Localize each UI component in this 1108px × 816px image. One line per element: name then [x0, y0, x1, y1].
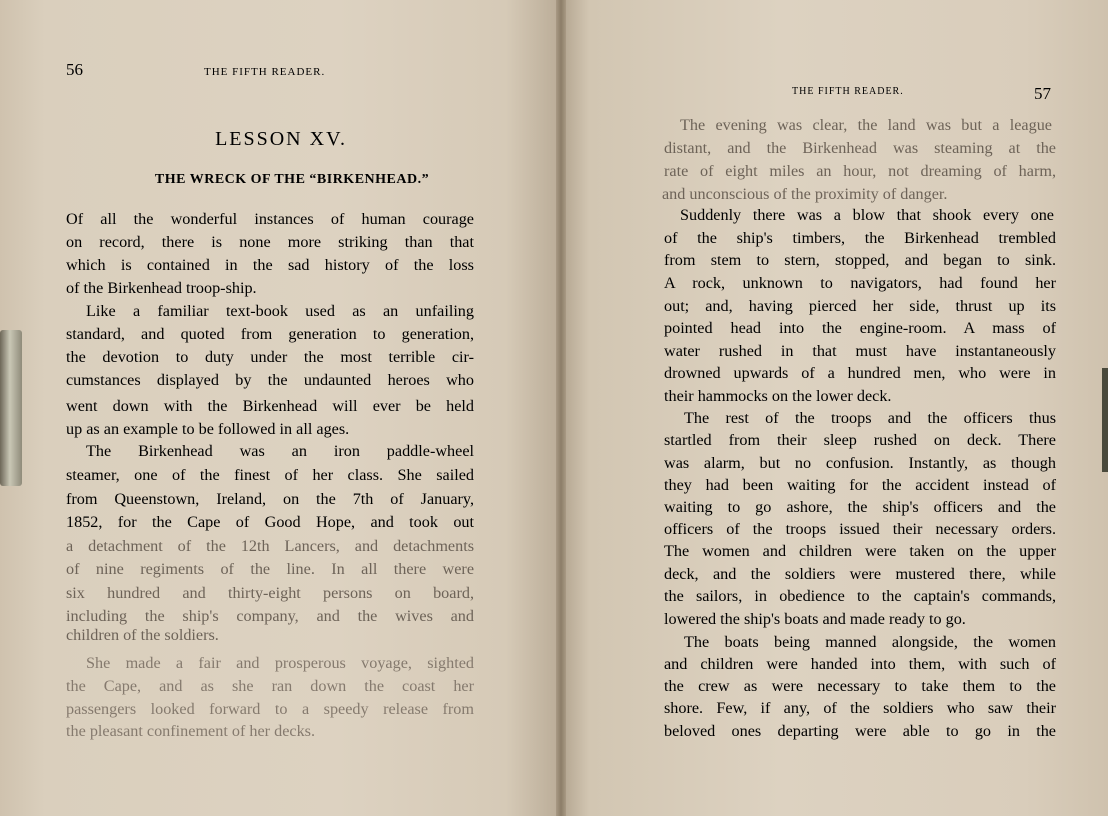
- text-line: standard, and quoted from generation to generation,: [66, 325, 474, 343]
- text-line: A rock, unknown to navigators, had found her: [664, 274, 1056, 292]
- text-line: of the Birkenhead troop-ship.: [66, 279, 257, 297]
- running-head-right: THE FIFTH READER.: [792, 86, 904, 97]
- text-line: their hammocks on the lower deck.: [664, 387, 892, 405]
- page-number-right: 57: [1034, 84, 1051, 103]
- text-line: The evening was clear, the land was but a league: [680, 116, 1052, 134]
- text-line: which is contained in the sad history of the loss: [66, 256, 474, 274]
- running-head-left: THE FIFTH READER.: [204, 66, 326, 78]
- text-line: officers of the troops issued their necessary orders.: [664, 520, 1056, 538]
- text-line: rate of eight miles an hour, not dreaming of harm,: [664, 162, 1056, 180]
- text-line: and children were handed into them, with such of: [664, 655, 1056, 673]
- text-line: including the ship's company, and the wives and: [66, 607, 474, 625]
- text-line: the devotion to duty under the most terrible cir-: [66, 348, 474, 366]
- text-line: of the ship's timbers, the Birkenhead trembled: [664, 229, 1056, 247]
- text-line: She made a fair and prosperous voyage, sighted: [86, 654, 474, 672]
- text-line: six hundred and thirty-eight persons on board,: [66, 584, 474, 602]
- text-line: waiting to go ashore, the ship's officers and the: [664, 498, 1056, 516]
- text-line: from Queenstown, Ireland, on the 7th of January,: [66, 490, 474, 508]
- book-spine: [556, 0, 566, 816]
- page-clip-right: [1102, 368, 1108, 472]
- text-line: water rushed in that must have instantaneously: [664, 342, 1056, 360]
- text-line: the pleasant confinement of her decks.: [66, 722, 316, 740]
- text-line: went down with the Birkenhead will ever be held: [66, 397, 474, 415]
- text-line: and unconscious of the proximity of danger.: [662, 185, 948, 203]
- text-line: of nine regiments of the line. In all there were: [66, 560, 474, 578]
- text-line: the Cape, and as she ran down the coast her: [66, 677, 474, 695]
- text-line: lowered the ship's boats and made ready to go.: [664, 610, 966, 628]
- text-line: was alarm, but no confusion. Instantly, as though: [664, 454, 1056, 472]
- text-line: The women and children were taken on the upper: [664, 542, 1056, 560]
- text-line: passengers looked forward to a speedy release from: [66, 700, 474, 718]
- lesson-title: LESSON XV.: [215, 128, 347, 150]
- text-line: children of the soldiers.: [66, 626, 219, 644]
- text-line: 1852, for the Cape of Good Hope, and took out: [66, 513, 474, 531]
- text-line: The boats being manned alongside, the women: [684, 633, 1056, 651]
- text-line: startled from their sleep rushed on deck. There: [664, 431, 1056, 449]
- text-line: steamer, one of the finest of her class. She sailed: [66, 466, 474, 484]
- text-line: drowned upwards of a hundred men, who were in: [664, 364, 1056, 382]
- text-line: up as an example to be followed in all ages.: [66, 420, 350, 438]
- text-line: The Birkenhead was an iron paddle-wheel: [86, 442, 474, 460]
- text-line: Like a familiar text-book used as an unfailing: [86, 302, 474, 320]
- text-line: Of all the wonderful instances of human courage: [66, 210, 474, 228]
- text-line: from stem to stern, stopped, and began to sink.: [664, 251, 1056, 269]
- text-line: deck, and the soldiers were mustered there, while: [664, 565, 1056, 583]
- text-line: distant, and the Birkenhead was steaming at the: [664, 139, 1056, 157]
- text-line: shore. Few, if any, of the soldiers who saw their: [664, 699, 1056, 717]
- text-line: on record, there is none more striking than that: [66, 233, 474, 251]
- text-line: the sailors, in obedience to the captain's commands,: [664, 587, 1056, 605]
- text-line: out; and, having pierced her side, thrust up its: [664, 297, 1056, 315]
- text-line: cumstances displayed by the undaunted heroes who: [66, 371, 474, 389]
- text-line: Suddenly there was a blow that shook every one: [680, 206, 1054, 224]
- text-line: beloved ones departing were able to go in the: [664, 722, 1056, 740]
- text-line: they had been waiting for the accident instead of: [664, 476, 1056, 494]
- text-line: the crew as were necessary to take them to the: [664, 677, 1056, 695]
- text-line: The rest of the troops and the officers thus: [684, 409, 1056, 427]
- text-line: a detachment of the 12th Lancers, and detachments: [66, 537, 474, 555]
- lesson-subtitle: THE WRECK OF THE “BIRKENHEAD.”: [154, 172, 430, 187]
- page-clip: [0, 330, 22, 486]
- page-number-left: 56: [66, 60, 83, 79]
- text-line: pointed head into the engine-room. A mass of: [664, 319, 1056, 337]
